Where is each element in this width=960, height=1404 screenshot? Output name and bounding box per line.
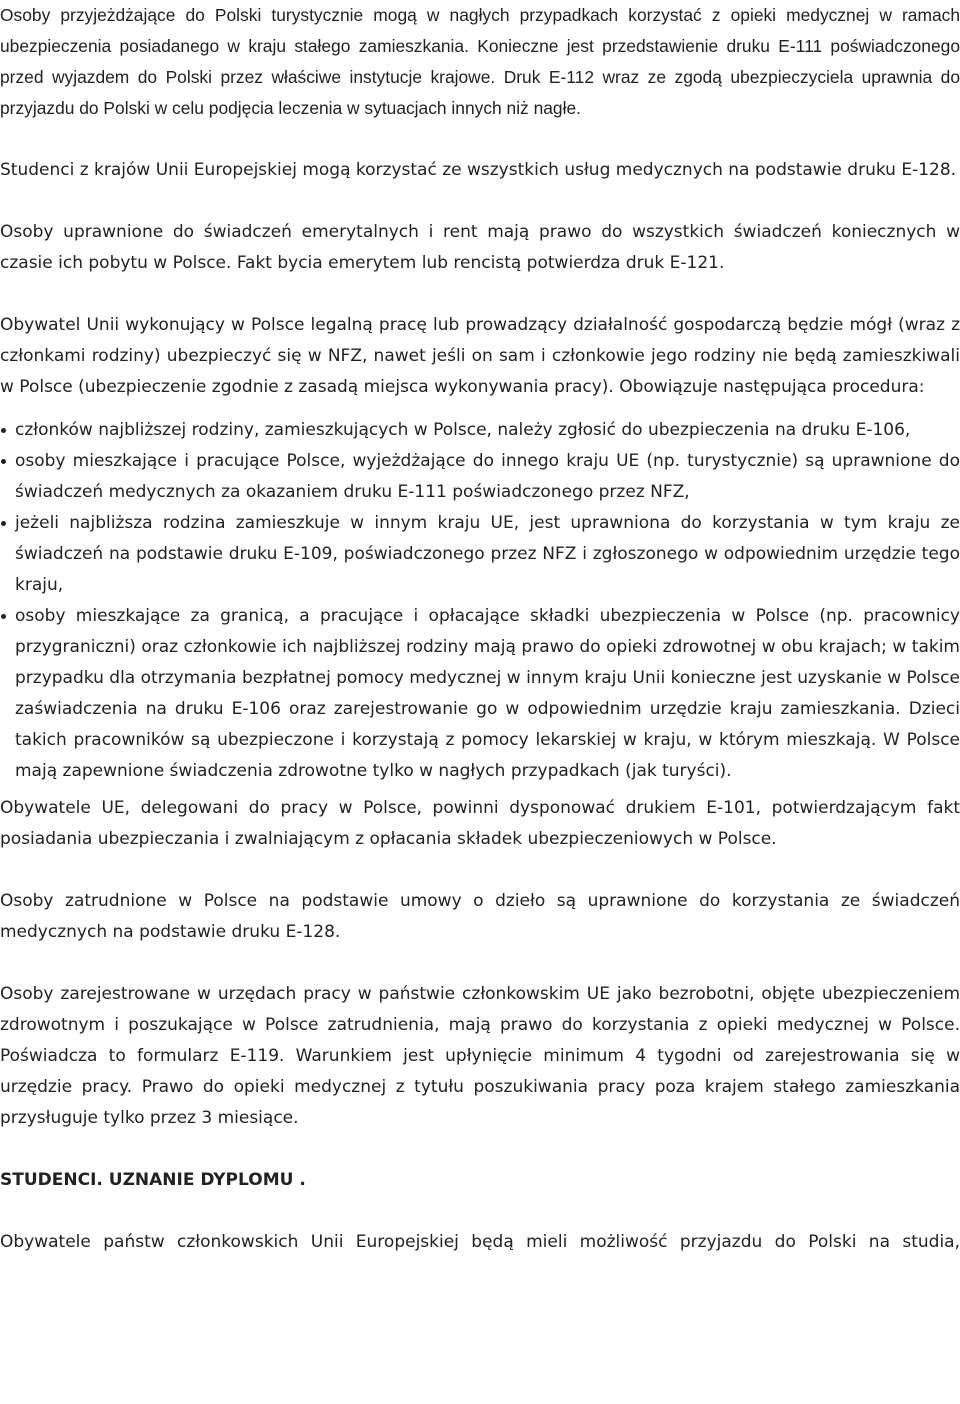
paragraph-delegated: Obywatele UE, delegowani do pracy w Polsce, powinni dysponować drukiem E-101, potwierdzającym fakt posiadania ubezpieczania i zwalniającym z opłacania składek ubezpieczeniowych w Polsce.: [0, 798, 960, 849]
bullet-icon: [1, 459, 6, 464]
paragraph-unemployed: Osoby zarejestrowane w urzędach pracy w państwie członkowskim UE jako bezrobotni, objęte ubezpieczeniem zdrowotnym i poszukające w Polsce zatrudnienia, mają prawo do korzystania z opieki medycznej w Polsce. Poświadcza to formularz E-119. Warunkiem jest upłynięcie minimum 4 tygodni od zarejestrowania się w urzędzie pracy. Prawo do opieki medycznej z tytułu poszukiwania pracy poza krajem stałego zamieszkania przysługuje tylko przez 3 miesiące.: [0, 984, 960, 1128]
list-item: [0, 415, 960, 446]
paragraph-workers: Obywatel Unii wykonujący w Polsce legalną pracę lub prowadzący działalność gospodarczą będzie mógł (wraz z członkami rodziny) ubezpieczyć się w NFZ, nawet jeśli on sam i członkowie jego rodziny nie będą zamieszkiwali w Polsce (ubezpieczenie zgodnie z zasadą miejsca wykonywania pracy). Obowiązuje następująca procedura:: [0, 315, 960, 397]
list-item: [0, 446, 960, 508]
list-item: [0, 601, 960, 787]
list-item-text: członków najbliższej rodziny, zamieszkujących w Polsce, należy zgłosić do ubezpieczenia na druku E-106,: [15, 420, 911, 440]
paragraph-contract: Osoby zatrudnione w Polsce na podstawie umowy o dzieło są uprawnione do korzystania ze świadczeń medycznych na podstawie druku E-128.: [0, 891, 960, 942]
bullet-icon: [1, 428, 6, 433]
list-item-text: jeżeli najbliższa rodzina zamieszkuje w innym kraju UE, jest uprawniona do korzystania w tym kraju ze świadczeń na podstawie druku E-109, poświadczonego przez NFZ i zgłoszonego w odpowiednim urzędzie tego kraju,: [15, 513, 960, 595]
bullet-icon: [1, 614, 6, 619]
section-heading: STUDENCI. UZNANIE DYPLOMU .: [0, 1170, 306, 1190]
list-item-text: osoby mieszkające za granicą, a pracujące i opłacające składki ubezpieczenia w Polsce (np. pracownicy przygraniczni) oraz członkowie ich najbliższej rodziny mają prawo do opieki zdrowotnej w obu krajach; w takim przypadku dla otrzymania bezpłatnej pomocy medycznej w innym kraju Unii konieczne jest uzyskanie w Polsce zaświadczenia na druku E-106 oraz zarejestrowanie go w odpowiednim urzędzie kraju zamieszkania. Dzieci takich pracowników są ubezpieczone i korzystają z pomocy lekarskiej w kraju, w którym mieszkają. W Polsce mają zapewnione świadczenia zdrowotne tylko w nagłych przypadkach (jak turyści).: [15, 606, 960, 781]
list-item-text: osoby mieszkające i pracujące Polsce, wyjeżdżające do innego kraju UE (np. turystycznie) są uprawnione do świadczeń medycznych za okazaniem druku E-111 poświadczonego przez NFZ,: [15, 451, 960, 502]
paragraph-studies: Obywatele państw członkowskich Unii Europejskiej będą mieli możliwość przyjazdu do Polski na studia,: [0, 1232, 960, 1252]
paragraph-tourists: Osoby przyjeżdżające do Polski turystycznie mogą w nagłych przypadkach korzystać z opieki medycznej w ramach ubezpieczenia posiadanego w kraju stałego zamieszkania. Konieczne jest przedstawienie druku E-111 poświadczonego przed wyjazdem do Polski przez właściwe instytucje krajowe. Druk E-112 wraz ze zgodą ubezpieczyciela uprawnia do przyjazdu do Polski w celu podjęcia leczenia w sytuacjach innych niż nagłe.: [0, 5, 960, 118]
bullet-icon: [1, 521, 6, 526]
list-item: [0, 508, 960, 601]
paragraph-students: Studenci z krajów Unii Europejskiej mogą korzystać ze wszystkich usług medycznych na podstawie druku E-128.: [0, 160, 957, 180]
procedure-list: [0, 415, 960, 787]
paragraph-pensioners: Osoby uprawnione do świadczeń emerytalnych i rent mają prawo do wszystkich świadczeń koniecznych w czasie ich pobytu w Polsce. Fakt bycia emerytem lub rencistą potwierdza druk E-121.: [0, 222, 960, 273]
